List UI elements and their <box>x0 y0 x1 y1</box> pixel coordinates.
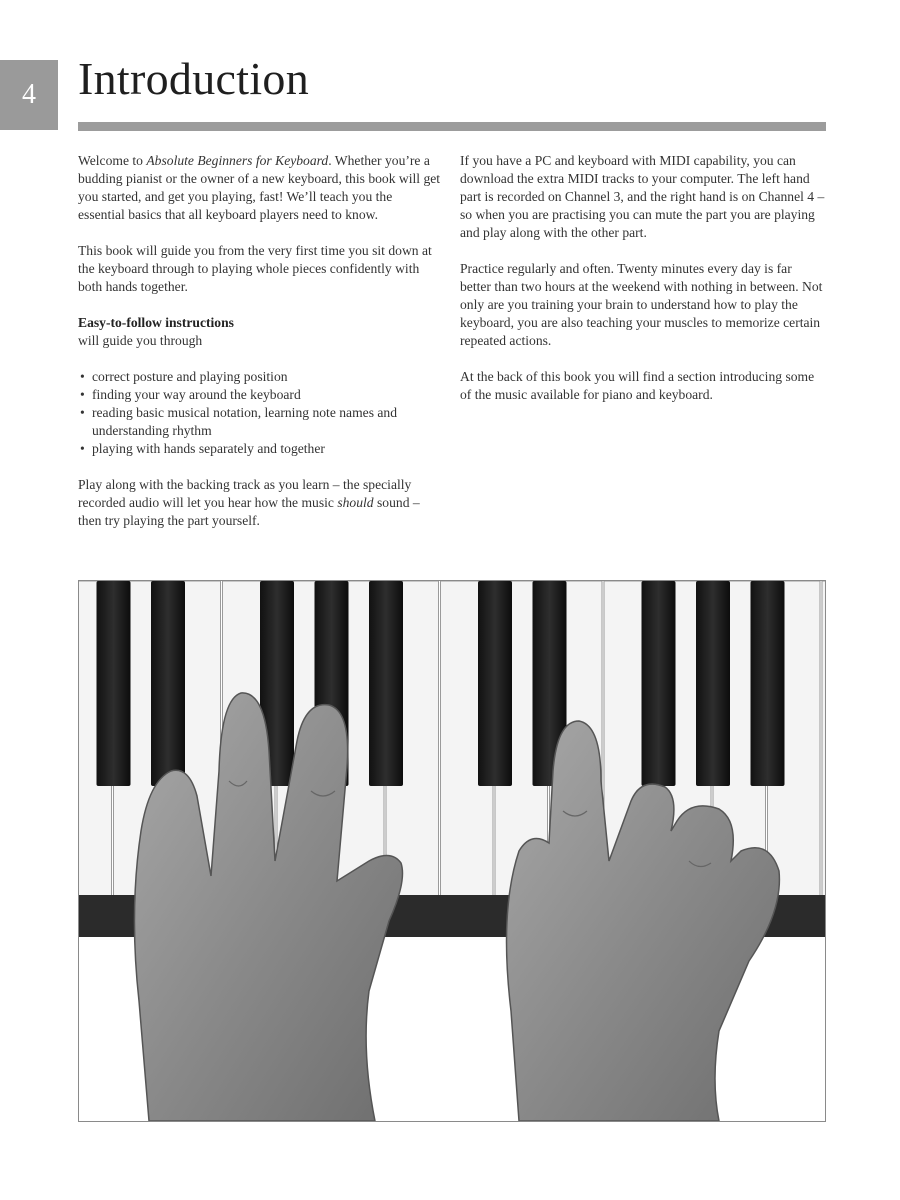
practice-paragraph: Practice regularly and often. Twenty minutes every day is far better than two hours at the weekend with nothing in between. Not only are you training your brain to understand how to play the keyboard, you are also teaching your muscles to memorize certain repeated actions. <box>460 261 823 348</box>
title-rule <box>78 122 826 131</box>
piano-hands-photo <box>78 580 826 1122</box>
instructions-intro: will guide you through <box>78 333 203 348</box>
welcome-rest: . Whether you’re a budding pianist or the owner of a new keyboard, this book will get you started, and get you playing, fast! We’ll teach you the essential basics that all keyboard players need to know. <box>78 153 441 222</box>
page-title: Introduction <box>78 53 309 104</box>
list-item: • playing with hands separately and together <box>78 440 442 458</box>
welcome-paragraph <box>78 152 442 224</box>
book-title: Absolute Beginners for Keyboard <box>146 153 329 168</box>
midi-paragraph: If you have a PC and keyboard with MIDI capability, you can download the extra MIDI tracks to your computer. The left hand part is recorded on Channel 3, and the right hand is on Channel 4 – so when you are practising you can mute the part you are playing and play along with the other part. <box>460 153 825 240</box>
backing-emphasis: should <box>337 495 374 510</box>
backing-before: Play along with the backing track as you learn – the specially recorded audio will let you hear how the music <box>78 477 412 510</box>
instructions-heading: Easy-to-follow instructions <box>78 315 234 330</box>
black-key <box>97 581 131 786</box>
instructions-list <box>78 368 442 458</box>
piano-hands-icon <box>79 581 825 1121</box>
backing-track-paragraph <box>78 476 442 530</box>
white-key <box>822 581 825 897</box>
list-item: • finding your way around the keyboard <box>78 386 442 404</box>
back-section-paragraph: At the back of this book you will find a section introducing some of the music available for piano and keyboard. <box>460 369 815 402</box>
black-key <box>151 581 185 786</box>
black-key <box>369 581 403 786</box>
page-number: 4 <box>22 79 36 110</box>
page-number-tab <box>0 60 58 130</box>
black-key <box>696 581 730 786</box>
black-key <box>642 581 676 786</box>
welcome-prefix: Welcome to <box>78 153 147 168</box>
black-key <box>478 581 512 786</box>
guide-paragraph: This book will guide you from the very first time you sit down at the keyboard through to playing whole pieces confidently with both hands together. <box>78 243 432 294</box>
black-key <box>751 581 785 786</box>
list-item: • correct posture and playing position <box>78 368 442 386</box>
left-column <box>78 152 442 548</box>
right-column <box>460 152 826 422</box>
backing-after: sound – then try playing the part yourself. <box>78 495 420 528</box>
list-item: • reading basic musical notation, learning note names and understanding rhythm <box>78 404 442 440</box>
